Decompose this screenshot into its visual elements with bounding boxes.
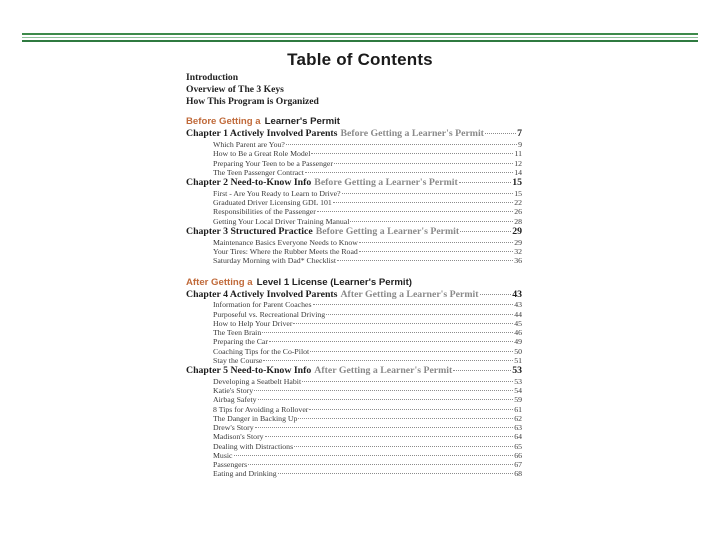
entry-label: Katie's Story [213, 386, 254, 396]
chapter-subtitle: Before Getting a Learner's Permit [340, 128, 484, 140]
dot-leader [342, 193, 514, 194]
entry-label: Madison's Story [213, 432, 264, 442]
page-number: 53 [514, 376, 522, 386]
dot-leader [359, 251, 513, 252]
section-heading-title: Learner's Permit [264, 116, 340, 128]
page-number: 43 [514, 300, 522, 310]
section-heading-prefix: After Getting a [186, 276, 253, 288]
page-number: 15 [514, 188, 522, 198]
entry-label: 8 Tips for Avoiding a Rollover [213, 404, 309, 414]
chapter-title: Chapter 2 Need-to-Know Info [186, 177, 312, 189]
page-number: 22 [514, 198, 522, 208]
entry-label: Saturday Morning with Dad* Checklist [213, 256, 337, 266]
page-number: 14 [514, 167, 522, 177]
dot-leader [255, 427, 514, 428]
dot-leader [258, 399, 514, 400]
page-number: 12 [514, 158, 522, 168]
toc-entry[interactable] [186, 159, 522, 168]
chapter-title: Chapter 4 Actively Involved Parents [186, 288, 338, 300]
dot-leader [254, 390, 513, 391]
entry-label: Responsibilities of the Passenger [213, 207, 316, 217]
entry-label: Dealing with Distractions [213, 441, 294, 451]
intro-item: Introduction [186, 72, 239, 83]
dot-leader [359, 242, 513, 243]
toc-entry[interactable] [186, 140, 522, 149]
toc-entry[interactable] [186, 256, 522, 265]
entry-label: Passengers [213, 460, 248, 470]
toc-entry[interactable] [186, 451, 522, 460]
dot-leader [302, 381, 513, 382]
header-rule-top [22, 33, 698, 35]
toc-entry[interactable] [186, 238, 522, 247]
dot-leader [263, 360, 513, 361]
entry-label: The Teen Brain [213, 328, 262, 338]
intro-item: How This Program is Organized [186, 95, 319, 107]
toc-entry[interactable] [186, 442, 522, 451]
page-number: 51 [514, 355, 522, 365]
entry-label: Graduated Driver Licensing GDL 101 [213, 198, 332, 208]
header-rule-bottom [22, 40, 698, 42]
toc-entry[interactable] [186, 300, 522, 309]
table-of-contents [186, 72, 522, 479]
page-number: 7 [517, 128, 522, 140]
entry-label: Getting Your Local Driver Training Manual [213, 216, 350, 226]
chapter-title: Chapter 5 Need-to-Know Info [186, 365, 312, 377]
dot-leader [298, 418, 513, 419]
dot-leader [485, 133, 516, 134]
toc-entry[interactable] [186, 432, 522, 441]
page-number: 9 [518, 140, 522, 150]
dot-leader [313, 304, 514, 305]
toc-entry[interactable] [186, 469, 522, 478]
toc-entry[interactable] [186, 217, 522, 226]
page-number: 26 [514, 207, 522, 217]
toc-entry[interactable] [186, 377, 522, 386]
toc-entry[interactable] [186, 423, 522, 432]
page-number: 62 [514, 413, 522, 423]
dot-leader [265, 436, 514, 437]
entry-label: Information for Parent Coaches [213, 300, 312, 310]
toc-entry[interactable] [186, 405, 522, 414]
entry-label: Eating and Drinking [213, 469, 277, 479]
entry-label: First - Are You Ready to Learn to Drive? [213, 188, 341, 198]
dot-leader [317, 211, 513, 212]
dot-leader [460, 231, 511, 232]
entry-label: Preparing the Car [213, 337, 268, 347]
toc-entry[interactable] [186, 310, 522, 319]
entry-label: The Teen Passenger Contract [213, 167, 304, 177]
page-number: 28 [514, 216, 522, 226]
toc-entry[interactable] [186, 189, 522, 198]
page-number: 50 [514, 346, 522, 356]
entry-label: Developing a Seatbelt Habit [213, 376, 302, 386]
page-number: 63 [514, 423, 522, 433]
entry-label: Music [213, 450, 233, 460]
dot-leader [262, 332, 513, 333]
page-number: 64 [514, 432, 522, 442]
chapter-subtitle: Before Getting a Learner's Permit [315, 225, 460, 237]
dot-leader [294, 446, 513, 447]
toc-entry[interactable] [186, 198, 522, 207]
toc-entry[interactable] [186, 414, 522, 423]
entry-label: Drew's Story [213, 423, 254, 433]
chapter-title: Chapter 3 Structured Practice [186, 225, 313, 237]
entry-label: Coaching Tips for the Co-Pilot [213, 346, 310, 356]
toc-entry[interactable] [186, 347, 522, 356]
section1-heading [186, 115, 522, 128]
toc-entry[interactable] [186, 247, 522, 256]
chapter-title: Chapter 1 Actively Involved Parents [186, 128, 338, 140]
chapter-entry[interactable] [186, 128, 522, 140]
chapter-subtitle: Before Getting a Learner's Permit [314, 177, 458, 189]
dot-leader [310, 351, 513, 352]
chapter-entry[interactable] [186, 226, 522, 238]
page-number: 68 [514, 469, 522, 479]
page-number: 54 [514, 386, 522, 396]
chapter-entry[interactable] [186, 365, 522, 377]
dot-leader [286, 144, 517, 145]
page-number: 53 [512, 365, 522, 377]
page-number: 29 [514, 237, 522, 247]
dot-leader [337, 260, 513, 261]
dot-leader [293, 323, 513, 324]
dot-leader [326, 314, 513, 315]
page-number: 59 [514, 395, 522, 405]
section2-heading [186, 276, 522, 289]
toc-entry[interactable] [186, 395, 522, 404]
dot-leader [305, 172, 513, 173]
toc-entry[interactable] [186, 328, 522, 337]
toc-entry[interactable] [186, 356, 522, 365]
dot-leader [453, 370, 511, 371]
toc-entry[interactable] [186, 168, 522, 177]
toc-entry[interactable] [186, 207, 522, 216]
chapter-entry[interactable] [186, 177, 522, 189]
entry-label: Airbag Safety [213, 395, 257, 405]
dot-leader [333, 202, 513, 203]
page-number: 15 [512, 177, 522, 189]
page-number: 46 [514, 328, 522, 338]
entry-label: Maintenance Basics Everyone Needs to Know [213, 237, 358, 247]
dot-leader [309, 409, 513, 410]
toc-entry[interactable] [186, 319, 522, 328]
page-number: 36 [514, 256, 522, 266]
dot-leader [480, 294, 512, 295]
dot-leader [234, 455, 514, 456]
dot-leader [350, 221, 513, 222]
page-number: 32 [514, 247, 522, 257]
page-number: 29 [512, 225, 522, 237]
page-number: 65 [514, 441, 522, 451]
dot-leader [459, 182, 511, 183]
dot-leader [278, 473, 514, 474]
toc-entry[interactable] [186, 460, 522, 469]
dot-leader [334, 163, 513, 164]
page-number: 61 [514, 404, 522, 414]
entry-label: How to Be a Great Role Model [213, 149, 311, 159]
dot-leader [311, 153, 513, 154]
chapter-entry[interactable] [186, 289, 522, 301]
page-number: 49 [514, 337, 522, 347]
page-number: 67 [514, 460, 522, 470]
dot-leader [248, 464, 513, 465]
entry-label: Which Parent are You? [213, 140, 285, 150]
toc-entry[interactable] [186, 149, 522, 158]
entry-label: Stay the Course [213, 355, 263, 365]
header-rule-middle [22, 37, 698, 38]
page-number: 43 [512, 288, 522, 300]
dot-leader [269, 341, 513, 342]
entry-label: Your Tires: Where the Rubber Meets the Road [213, 247, 358, 257]
page-number: 45 [514, 318, 522, 328]
toc-entry[interactable] [186, 337, 522, 346]
toc-entry[interactable] [186, 386, 522, 395]
entry-label: Purposeful vs. Recreational Driving [213, 309, 326, 319]
section-heading-title: Level 1 License (Learner's Permit) [256, 276, 412, 288]
chapter-subtitle: After Getting a Learner's Permit [314, 365, 453, 377]
section-heading-prefix: Before Getting a [186, 116, 261, 128]
chapter-subtitle: After Getting a Learner's Permit [340, 288, 479, 300]
intro-item: Overview of The 3 Keys [186, 83, 284, 95]
entry-label: The Danger in Backing Up [213, 413, 298, 423]
page-number: 66 [514, 450, 522, 460]
page-number: 11 [514, 149, 522, 159]
page-number: 44 [514, 309, 522, 319]
entry-label: Preparing Your Teen to be a Passenger [213, 158, 333, 168]
page-title: Table of Contents [287, 50, 433, 69]
entry-label: How to Help Your Driver [213, 318, 293, 328]
